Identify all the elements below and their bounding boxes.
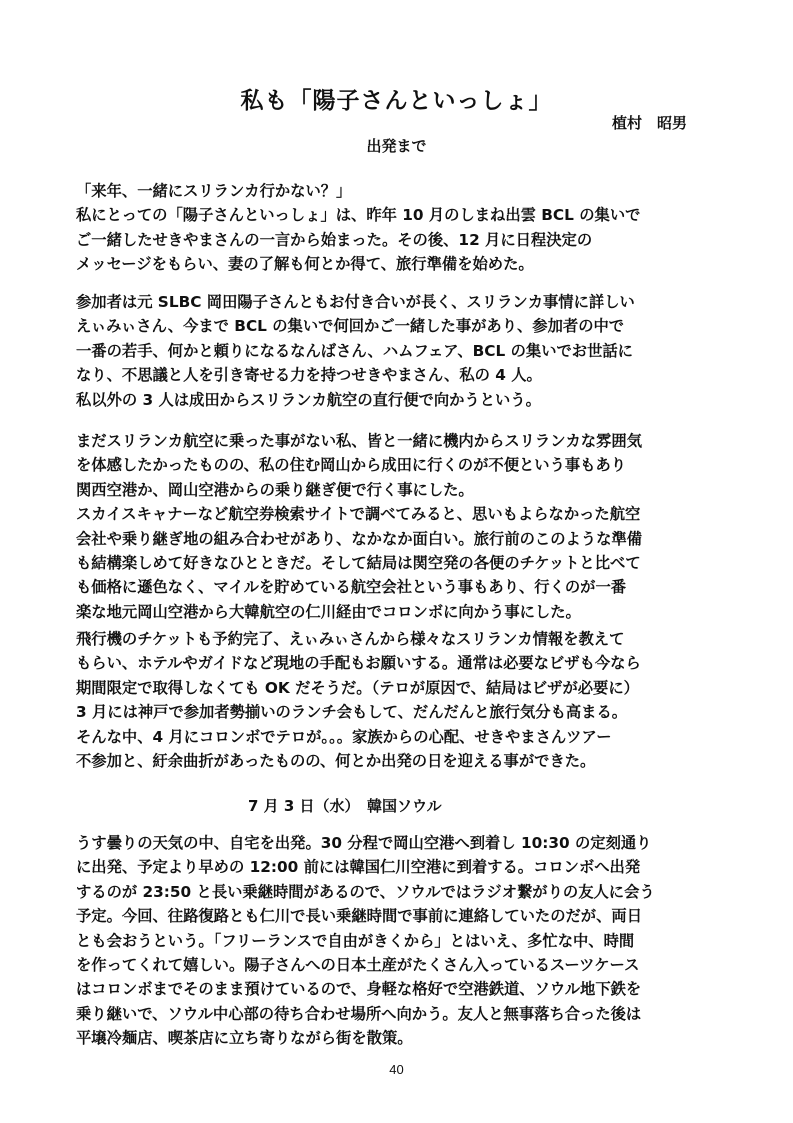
author-name: 植村 昭男 — [612, 114, 688, 132]
text-line: 私以外の 3 人は成田からスリランカ航空の直行便で向かうという。 — [76, 390, 541, 409]
section-heading-seoul: 7 月 3 日（水） 韓国ソウル — [248, 797, 442, 815]
text-line: そんな中、4 月にコロンボでテロが。。。家族からの心配、せきやまさんツアー — [76, 727, 612, 746]
text-line: えぃみぃさん、今まで BCL の集いで何回かご一緒した事があり、参加者の中で — [76, 317, 625, 336]
text-line: ご一緒したせきやまさんの一言から始まった。その後、12 月に日程決定の — [76, 230, 593, 249]
text-line: 会社や乗り継ぎ地の組み合わせがあり、なかなか面白い。旅行前のこのような準備 — [76, 529, 642, 548]
text-line: 私にとっての「陽子さんといっしょ」は、昨年 10 月のしまね出雲 BCL の集いで — [76, 206, 641, 225]
text-line: 楽な地元岡山空港から大韓航空の仁川経由でコロンボに向かう事にした。 — [76, 602, 581, 621]
text-line: 一番の若手、何かと頼りになるなんばさん、ハムフェア、BCL の集いでお世話に — [76, 341, 633, 360]
text-line: 関西空港か、岡山空港からの乗り継ぎ便で行く事にした。 — [76, 480, 474, 499]
text-line: 予定。今回、往路復路とも仁川で長い乗継時間で事前に連絡していたのだが、両日 — [76, 907, 642, 926]
text-line: を体感したかったものの、私の住む岡山から成田に行くのが不便という事もあり — [76, 456, 627, 475]
text-line: 「来年、一緒にスリランカ行かない？」 — [76, 182, 352, 200]
text-line: を作ってくれて嬉しい。陽子さんへの日本土産がたくさん入っているスーツケース — [76, 956, 640, 975]
paragraph-5 — [76, 831, 726, 1051]
text-line: 参加者は元 SLBC 岡田陽子さんともお付き合いが長く、スリランカ事情に詳しい — [76, 293, 635, 311]
text-line: メッセージをもらい、妻の了解も何とか得て、旅行準備を始めた。 — [76, 255, 534, 274]
page-title: 私も「陽子さんといっしょ」 — [240, 88, 553, 114]
paragraph-2 — [76, 290, 726, 412]
text-line: もらい、ホテルやガイドなど現地の手配もお願いする。通常は必要なビザも今なら — [76, 654, 641, 673]
text-line: うす曇りの天気の中、自宅を出発。30 分程で岡山空港へ到着し 10:30 の定刻通り — [76, 834, 652, 852]
text-line: まだスリランカ航空に乗った事がない私、皆と一緒に機内からスリランカな雰囲気 — [76, 432, 642, 450]
paragraph-4 — [76, 627, 726, 773]
text-line: に出発、予定より早めの 12:00 前には韓国仁川空港に到着する。コロンボへ出発 — [76, 858, 641, 877]
text-line: 平壌冷麺店、喫茶店に立ち寄りながら街を散策。 — [76, 1029, 413, 1048]
text-line: 不参加と、紆余曲折があったものの、何とか出発の日を迎える事ができた。 — [76, 752, 596, 771]
text-line: も結構楽しめて好きなひとときだ。そして結局は関空発の各便のチケットと比べて — [76, 554, 641, 573]
text-line: するのが 23:50 と長い乗継時間があるので、ソウルではラジオ繋がりの友人に会う — [76, 882, 655, 901]
text-line: なり、不思議と人を引き寄せる力を持つせきやまさん、私の 4 人。 — [76, 366, 542, 385]
paragraph-3 — [76, 429, 726, 624]
text-line: はコロンボまでそのまま預けているので、身軽な格好で空港鉄道、ソウル地下鉄を — [76, 980, 642, 999]
text-line: 3 月には神戸で参加者勢揃いのランチ会もして、だんだんと旅行気分も高まる。 — [76, 703, 628, 722]
text-line: 乗り継いで、ソウル中心部の待ち合わせ場所へ向かう。友人と無事落ち合った後は — [76, 1004, 642, 1023]
page-number: 40 — [389, 1062, 404, 1077]
text-line: 飛行機のチケットも予約完了、えぃみぃさんから様々なスリランカ情報を教えて — [76, 630, 625, 648]
text-line: も価格に遜色なく、マイルを貯めている航空会社という事もあり、行くのが一番 — [76, 578, 627, 597]
paragraph-1 — [76, 179, 726, 277]
section-heading-departure: 出発まで — [366, 137, 427, 155]
text-line: スカイスキャナーなど航空券検索サイトで調べてみると、思いもよらなかった航空 — [76, 505, 641, 524]
text-line: とも会おうという。「フリーランスで自由がきくから」とはいえ、多忙な中、時間 — [76, 931, 635, 950]
text-line: 期間限定で取得しなくても OK だそうだ。（テロが原因で、結局はビザが必要に） — [76, 678, 639, 697]
